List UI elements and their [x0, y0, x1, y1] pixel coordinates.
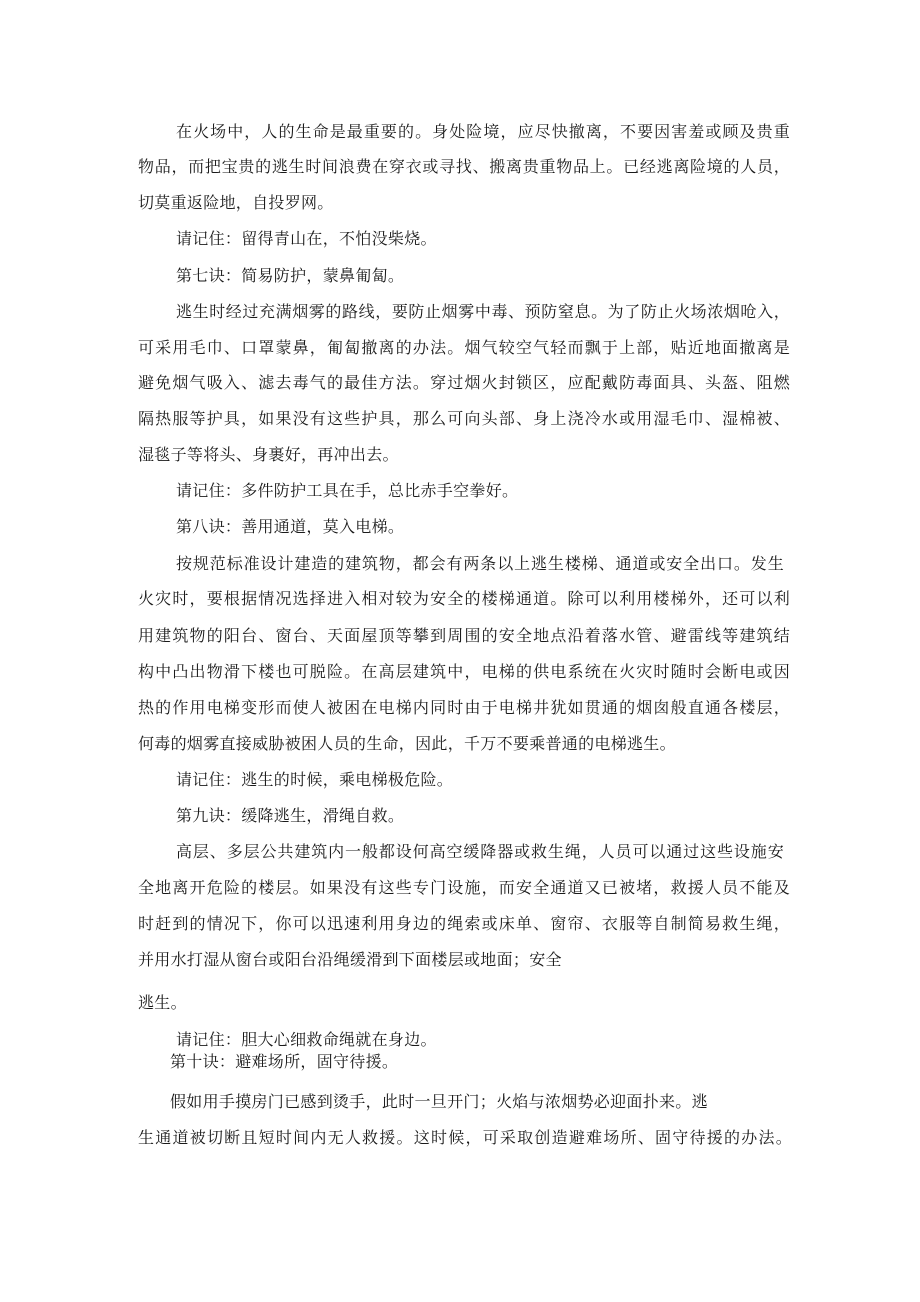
reminder-line: 请记住：留得青山在，不怕没柴烧。: [176, 229, 437, 248]
text-line: 生通道被切断且短时间内无人救援。这时候，可采取创造避难场所、固守待援的办法。: [138, 1128, 792, 1147]
text-line: 按规范标准设计建造的建筑物，都会有两条以上逃生楼梯、通道或安全出口。发生: [176, 554, 784, 573]
text-line: 避免烟气吸入、滤去毒气的最佳方法。穿过烟火封锁区，应配戴防毒面具、头盔、阻燃: [138, 373, 790, 392]
text-line: 全地离开危险的楼层。如果没有这些专门设施，而安全通道又已被堵，救援人员不能及: [138, 878, 790, 897]
section-heading: 第十诀：避难场所，固守待援。: [170, 1052, 399, 1071]
text-line: 在火场中，人的生命是最重要的。身处险境，应尽快撤离，不要因害羞或顾及贵重: [176, 122, 790, 141]
text-line: 并用水打湿从窗台或阳台沿绳缓滑到下面楼层或地面；安全: [138, 950, 562, 969]
section-heading: 第九诀：缓降逃生，滑绳自救。: [176, 806, 405, 825]
section-heading: 第八诀：善用通道，莫入电梯。: [176, 517, 405, 536]
text-line: 湿毯子等将头、身裹好，再冲出去。: [138, 445, 399, 464]
text-line: 构中凸出物滑下楼也可脱险。在高层建筑中，电梯的供电系统在火灾时随时会断电或因: [138, 662, 790, 681]
text-line: 何毒的烟雾直接威胁被困人员的生命，因此，千万不要乘普通的电梯逃生。: [138, 734, 676, 753]
text-line: 假如用手摸房门已感到烫手，此时一旦开门；火焰与浓烟势必迎面扑来。逃: [170, 1092, 708, 1111]
text-line: 隔热服等护具，如果没有这些护具，那么可向头部、身上浇冷水或用湿毛巾、湿棉被、: [138, 409, 790, 428]
reminder-line: 请记住：多件防护工具在手，总比赤手空拳好。: [176, 481, 519, 500]
text-line: 可采用毛巾、口罩蒙鼻，匍匐撤离的办法。烟气较空气轻而飘于上部，贴近地面撤离是: [138, 338, 790, 357]
text-line: 物品，而把宝贵的逃生时间浪费在穿衣或寻找、搬离贵重物品上。已经逃离险境的人员，: [138, 157, 790, 176]
text-line: 高层、多层公共建筑内一般都设何高空缓降器或救生绳，人员可以通过这些设施安: [176, 842, 784, 861]
text-line: 逃生时经过充满烟雾的路线，要防止烟雾中毒、预防窒息。为了防止火场浓烟呛入，: [176, 302, 790, 321]
text-line: 时赶到的情况下，你可以迅速利用身边的绳索或床单、窗帘、衣服等自制简易救生绳，: [138, 914, 790, 933]
text-line: 切莫重返险地，自投罗网。: [138, 193, 334, 212]
text-line: 逃生。: [138, 993, 187, 1012]
reminder-line: 请记住：逃生的时候，乘电梯极危险。: [176, 770, 454, 789]
reminder-line: 请记住：胆大心细救命绳就在身边。: [176, 1030, 437, 1049]
section-heading: 第七诀：简易防护，蒙鼻匍匐。: [176, 266, 405, 285]
text-line: 热的作用电梯变形而使人被困在电梯内同时由于电梯井犹如贯通的烟囱般直通各楼层，: [138, 698, 790, 717]
text-line: 火灾时，要根据情况选择进入相对较为安全的楼梯通道。除可以利用楼梯外，还可以利: [138, 589, 790, 608]
text-line: 用建筑物的阳台、窗台、天面屋顶等攀到周围的安全地点沿着落水管、避雷线等建筑结: [138, 626, 790, 645]
